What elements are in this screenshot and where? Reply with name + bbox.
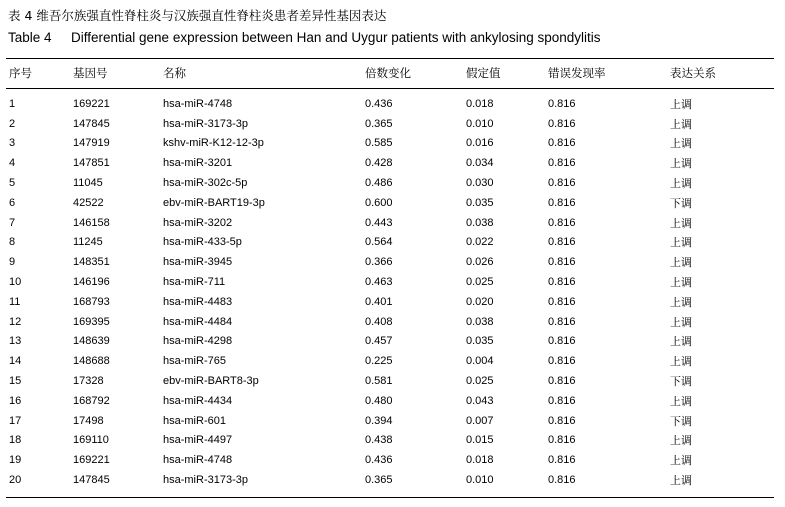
cell-fdr: 0.816: [548, 355, 576, 368]
cell-name: hsa-miR-4497: [163, 434, 233, 447]
table-row: [6, 233, 777, 253]
table-caption-chinese: 表 4 维吾尔族强直性脊柱炎与汉族强直性脊柱炎患者差异性基因表达: [8, 8, 387, 23]
cell-fold-change: 0.225: [365, 355, 393, 368]
table-title-english: Differential gene expression between Han and Uygur patients with ankylosing spondylitis: [71, 30, 601, 45]
cell-gene-id: 169395: [73, 315, 110, 328]
header-name: 名称: [163, 66, 186, 80]
table-number-label: Table 4: [8, 30, 52, 45]
cell-regulation: 上调: [670, 137, 692, 151]
cell-index: 1: [9, 97, 16, 110]
cell-fold-change: 0.394: [365, 414, 393, 427]
cell-p-value: 0.038: [466, 315, 494, 328]
cell-fold-change: 0.428: [365, 157, 393, 170]
cell-fdr: 0.816: [548, 414, 576, 427]
cell-regulation: 上调: [670, 157, 692, 171]
cell-name: hsa-miR-3201: [163, 157, 233, 170]
cell-regulation: 上调: [670, 117, 692, 131]
cell-fold-change: 0.600: [365, 196, 393, 209]
cell-fdr: 0.816: [548, 276, 576, 289]
cell-index: 19: [9, 454, 22, 467]
cell-regulation: 上调: [670, 474, 692, 488]
cell-index: 7: [9, 216, 16, 229]
cell-name: hsa-miR-711: [163, 276, 226, 289]
cell-regulation: 下调: [670, 196, 692, 210]
cell-fdr: 0.816: [548, 117, 576, 130]
cell-p-value: 0.007: [466, 414, 494, 427]
cell-p-value: 0.004: [466, 355, 494, 368]
table-row: [6, 292, 777, 312]
cell-fdr: 0.816: [548, 177, 576, 190]
cell-fold-change: 0.365: [365, 117, 393, 130]
cell-index: 8: [9, 236, 16, 249]
cell-fold-change: 0.365: [365, 474, 393, 487]
cell-name: kshv-miR-K12-12-3p: [163, 137, 264, 150]
cell-name: hsa-miR-4483: [163, 295, 233, 308]
cell-name: hsa-miR-4484: [163, 315, 233, 328]
table-caption-english: [8, 29, 601, 46]
cell-gene-id: 169110: [73, 434, 109, 447]
cell-fold-change: 0.463: [365, 276, 393, 289]
header-p-value: 假定值: [466, 66, 501, 80]
cell-regulation: 上调: [670, 335, 692, 349]
table-header-row: [6, 58, 777, 88]
cell-regulation: 上调: [670, 394, 692, 408]
cell-regulation: 上调: [670, 276, 692, 290]
cell-gene-id: 148351: [73, 256, 110, 269]
cell-p-value: 0.025: [466, 276, 494, 289]
cell-regulation: 上调: [670, 295, 692, 309]
cell-name: hsa-miR-3173-3p: [163, 117, 248, 130]
header-fdr: 错误发现率: [548, 66, 606, 80]
cell-fdr: 0.816: [548, 335, 576, 348]
cell-fdr: 0.816: [548, 196, 576, 209]
cell-gene-id: 146158: [73, 216, 110, 229]
cell-fdr: 0.816: [548, 216, 576, 229]
table-row: [6, 272, 777, 292]
table-row: [6, 134, 777, 154]
table-row: [6, 450, 777, 470]
cell-fold-change: 0.436: [365, 454, 393, 467]
cell-regulation: 上调: [670, 236, 692, 250]
cell-name: hsa-miR-4298: [163, 335, 233, 348]
cell-regulation: 上调: [670, 256, 692, 270]
cell-index: 13: [9, 335, 22, 348]
cell-index: 15: [9, 375, 22, 388]
cell-p-value: 0.035: [466, 196, 494, 209]
table-row: [6, 213, 777, 233]
cell-index: 2: [9, 117, 16, 130]
cell-fold-change: 0.486: [365, 177, 393, 190]
cell-gene-id: 168792: [73, 394, 110, 407]
cell-name: hsa-miR-3202: [163, 216, 233, 229]
cell-index: 5: [9, 177, 16, 190]
cell-p-value: 0.015: [466, 434, 494, 447]
cell-index: 6: [9, 196, 16, 209]
cell-fold-change: 0.408: [365, 315, 393, 328]
cell-fdr: 0.816: [548, 295, 576, 308]
cell-name: hsa-miR-4748: [163, 97, 233, 110]
cell-p-value: 0.016: [466, 137, 494, 150]
cell-index: 16: [9, 394, 22, 407]
cell-p-value: 0.035: [466, 335, 494, 348]
cell-p-value: 0.025: [466, 375, 494, 388]
table-row: [6, 173, 777, 193]
cell-p-value: 0.020: [466, 295, 494, 308]
cell-fdr: 0.816: [548, 256, 576, 269]
cell-index: 14: [9, 355, 22, 368]
cell-fold-change: 0.457: [365, 335, 393, 348]
table-body: [6, 88, 777, 490]
cell-name: hsa-miR-433-5p: [163, 236, 242, 249]
cell-index: 17: [9, 414, 22, 427]
cell-name: hsa-miR-3173-3p: [163, 474, 248, 487]
header-fold-change: 倍数变化: [365, 66, 411, 80]
cell-gene-id: 169221: [73, 454, 110, 467]
cell-gene-id: 147845: [73, 117, 110, 130]
cell-fold-change: 0.443: [365, 216, 393, 229]
table-row: [6, 411, 777, 431]
cell-p-value: 0.030: [466, 177, 494, 190]
cell-fdr: 0.816: [548, 394, 576, 407]
cell-gene-id: 168793: [73, 295, 110, 308]
cell-fdr: 0.816: [548, 454, 576, 467]
table-row: [6, 391, 777, 411]
cell-gene-id: 147845: [73, 474, 110, 487]
cell-gene-id: 148639: [73, 335, 110, 348]
header-index: 序号: [9, 66, 32, 80]
table-row: [6, 88, 777, 114]
table-row: [6, 351, 777, 371]
cell-index: 4: [9, 157, 16, 170]
cell-index: 11: [9, 295, 21, 308]
table-row: [6, 114, 777, 134]
cell-gene-id: 147851: [73, 157, 110, 170]
cell-fdr: 0.816: [548, 97, 576, 110]
gene-expression-table: [6, 58, 777, 490]
cell-name: hsa-miR-302c-5p: [163, 177, 248, 190]
cell-regulation: 上调: [670, 216, 692, 230]
cell-p-value: 0.034: [466, 157, 494, 170]
cell-gene-id: 17498: [73, 414, 104, 427]
table-row: [6, 193, 777, 213]
header-regulation: 表达关系: [670, 66, 716, 80]
cell-p-value: 0.010: [466, 474, 494, 487]
cell-gene-id: 11045: [73, 177, 103, 190]
cell-regulation: 上调: [670, 454, 692, 468]
table-row: [6, 371, 777, 391]
cell-index: 10: [9, 276, 22, 289]
cell-gene-id: 146196: [73, 276, 110, 289]
cell-gene-id: 147919: [73, 137, 110, 150]
cell-gene-id: 17328: [73, 375, 104, 388]
cell-fold-change: 0.581: [365, 375, 393, 388]
cell-fdr: 0.816: [548, 474, 576, 487]
cell-p-value: 0.010: [466, 117, 494, 130]
cell-name: hsa-miR-4748: [163, 454, 233, 467]
cell-regulation: 下调: [670, 414, 692, 428]
cell-fold-change: 0.564: [365, 236, 393, 249]
table-row: [6, 470, 777, 490]
table-row: [6, 431, 777, 451]
table-bottom-rule: [6, 497, 774, 498]
cell-fold-change: 0.401: [365, 295, 393, 308]
cell-p-value: 0.026: [466, 256, 494, 269]
cell-index: 12: [9, 315, 22, 328]
cell-regulation: 上调: [670, 315, 692, 329]
cell-name: hsa-miR-765: [163, 355, 226, 368]
cell-regulation: 上调: [670, 177, 692, 191]
cell-index: 3: [9, 137, 16, 150]
cell-regulation: 上调: [670, 434, 692, 448]
cell-name: hsa-miR-3945: [163, 256, 233, 269]
cell-p-value: 0.038: [466, 216, 494, 229]
cell-p-value: 0.022: [466, 236, 494, 249]
cell-name: ebv-miR-BART8-3p: [163, 375, 259, 388]
cell-gene-id: 42522: [73, 196, 104, 209]
cell-name: hsa-miR-4434: [163, 394, 233, 407]
table-row: [6, 153, 777, 173]
cell-index: 9: [9, 256, 16, 269]
cell-gene-id: 11245: [73, 236, 103, 249]
table-row: [6, 332, 777, 352]
cell-fdr: 0.816: [548, 315, 576, 328]
cell-fdr: 0.816: [548, 236, 576, 249]
header-gene-id: 基因号: [73, 66, 108, 80]
cell-fold-change: 0.436: [365, 97, 393, 110]
cell-name: ebv-miR-BART19-3p: [163, 196, 265, 209]
cell-fold-change: 0.438: [365, 434, 393, 447]
table-row: [6, 312, 777, 332]
cell-gene-id: 148688: [73, 355, 110, 368]
cell-regulation: 上调: [670, 355, 692, 369]
cell-fdr: 0.816: [548, 434, 576, 447]
cell-index: 18: [9, 434, 22, 447]
cell-fold-change: 0.585: [365, 137, 393, 150]
cell-gene-id: 169221: [73, 97, 110, 110]
table-row: [6, 252, 777, 272]
cell-name: hsa-miR-601: [163, 414, 226, 427]
cell-p-value: 0.043: [466, 394, 494, 407]
cell-index: 20: [9, 474, 22, 487]
cell-p-value: 0.018: [466, 454, 494, 467]
cell-fdr: 0.816: [548, 137, 576, 150]
cell-fold-change: 0.480: [365, 394, 393, 407]
cell-p-value: 0.018: [466, 97, 494, 110]
cell-regulation: 下调: [670, 375, 692, 389]
cell-fdr: 0.816: [548, 375, 576, 388]
cell-fold-change: 0.366: [365, 256, 393, 269]
cell-fdr: 0.816: [548, 157, 576, 170]
cell-regulation: 上调: [670, 97, 692, 111]
